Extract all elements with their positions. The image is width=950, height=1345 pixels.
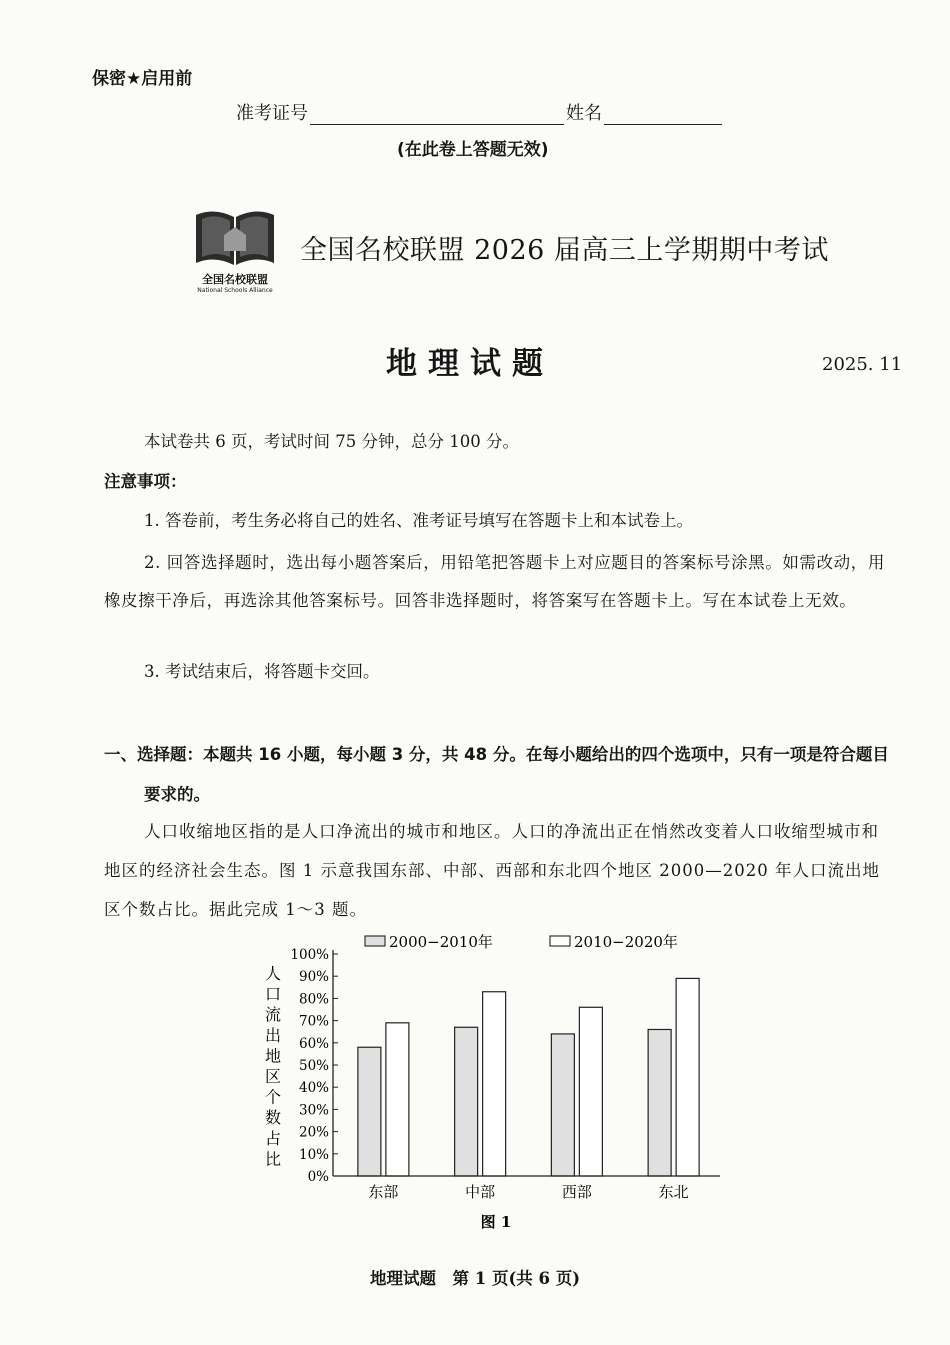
y-axis-label-char: 口 xyxy=(264,984,282,1004)
name-blank[interactable] xyxy=(604,104,722,125)
exam-intro: 本试卷共 6 页，考试时间 75 分钟，总分 100 分。 xyxy=(144,432,519,451)
population-outflow-chart xyxy=(250,925,750,1240)
section-one-text: 一、选择题：本题共 16 小题，每小题 3 分，共 48 分。在每小题给出的四个选项中，只有一项是符合题目要求的。 xyxy=(104,745,889,804)
y-tick-label: 0% xyxy=(307,1169,329,1185)
y-tick-label: 20% xyxy=(298,1124,329,1141)
y-tick-label: 10% xyxy=(298,1146,329,1163)
y-tick-label: 90% xyxy=(298,969,329,986)
y-axis-label-char: 个 xyxy=(264,1087,282,1107)
bar xyxy=(676,978,699,1176)
legend-label: 2010−2020年 xyxy=(574,933,678,951)
confidential-label: 保密★启用前 xyxy=(92,69,193,89)
logo-name: 全国名校联盟 xyxy=(202,273,268,286)
exam-number-label: 准考证号 xyxy=(236,103,308,124)
exam-number-blank[interactable] xyxy=(310,104,564,125)
y-tick-label: 40% xyxy=(298,1080,329,1097)
open-book-icon xyxy=(190,205,280,269)
y-axis-label-char: 区 xyxy=(264,1067,282,1086)
y-tick-label: 80% xyxy=(298,991,329,1008)
note-1: 1. 答卷前，考生务必将自己的姓名、准考证号填写在答题卡上和本试卷上。 xyxy=(144,511,693,530)
y-tick-label: 70% xyxy=(298,1013,329,1030)
note-2: 2. 回答选择题时，选出每小题答案后，用铅笔把答题卡上对应题目的答案标号涂黑。如需改动，用橡皮擦干净后，再选涂其他答案标号。回答非选择题时，将答案写在答题卡上。写在本试卷上无效。 xyxy=(104,553,885,610)
legend-swatch xyxy=(365,936,385,946)
y-axis-label-char: 占 xyxy=(264,1128,282,1148)
y-axis-label-char: 比 xyxy=(264,1149,282,1169)
bar xyxy=(386,1023,409,1176)
subject-title: 地理试题 xyxy=(386,346,554,382)
question-stem: 人口收缩地区指的是人口净流出的城市和地区。人口的净流出正在悄然改变着人口收缩型城市和地区的经济社会生态。图 1 示意我国东部、中部、西部和东北四个地区 2000—2020 年人口流出地区个数占比。据此完成 1～3 题。 xyxy=(104,822,880,919)
legend-label: 2000−2010年 xyxy=(389,933,493,951)
exam-title: 全国名校联盟 2026 届高三上学期期中考试 xyxy=(300,235,829,266)
exam-date: 2025. 11 xyxy=(822,354,903,375)
y-axis-label-char: 出 xyxy=(264,1025,282,1045)
candidate-info-line xyxy=(236,99,724,125)
y-tick-label: 50% xyxy=(298,1058,329,1074)
y-axis-label-char: 地 xyxy=(264,1046,282,1066)
y-axis-label-char: 流 xyxy=(264,1005,282,1025)
legend-swatch xyxy=(550,936,570,946)
x-category-label: 西部 xyxy=(561,1183,592,1201)
name-label: 姓名 xyxy=(566,103,602,124)
bar xyxy=(551,1034,574,1176)
x-category-label: 东部 xyxy=(368,1183,399,1201)
bar xyxy=(648,1029,671,1176)
note-3: 3. 考试结束后，将答题卡交回。 xyxy=(144,662,380,681)
page-footer: 地理试题 第 1 页(共 6 页) xyxy=(369,1269,581,1288)
chart-caption: 图 1 xyxy=(480,1213,512,1231)
x-category-label: 东北 xyxy=(658,1183,689,1201)
notes-title: 注意事项： xyxy=(104,472,187,491)
bar xyxy=(455,1027,478,1176)
y-tick-label: 100% xyxy=(290,947,329,963)
invalid-notice: (在此卷上答题无效) xyxy=(397,140,549,160)
x-category-label: 中部 xyxy=(465,1183,496,1201)
alliance-logo xyxy=(190,205,280,300)
bar xyxy=(483,992,506,1176)
y-tick-label: 30% xyxy=(298,1102,329,1119)
y-axis-label-char: 数 xyxy=(264,1108,282,1128)
y-axis-label-char: 人 xyxy=(264,964,282,983)
section-one-title xyxy=(104,735,894,815)
y-tick-label: 60% xyxy=(298,1035,329,1052)
bar xyxy=(358,1047,381,1176)
logo-english: National Schools Alliance xyxy=(197,287,273,294)
bar xyxy=(579,1007,602,1176)
